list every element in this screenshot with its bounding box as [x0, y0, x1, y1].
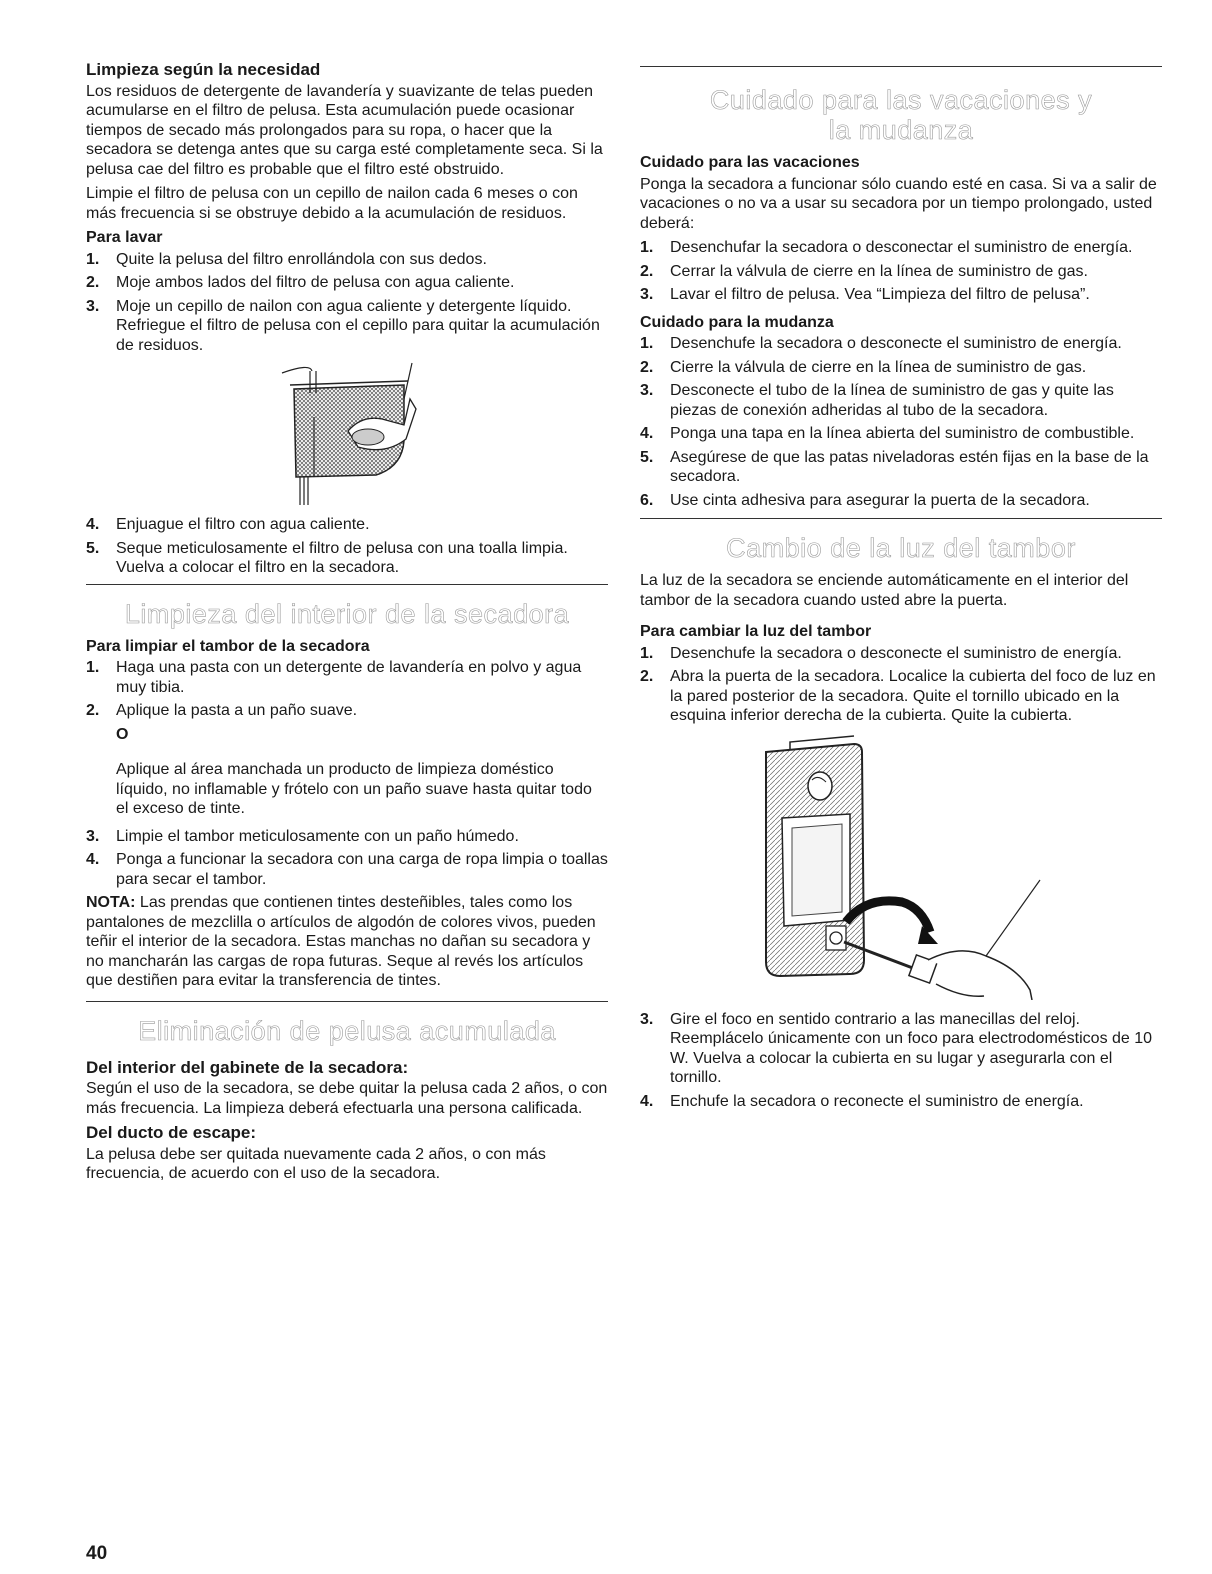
or-label: O — [116, 725, 129, 743]
list-item: 1. Desenchufe la secadora o desconecte el suministro de energía. — [640, 335, 1122, 352]
vacaciones-heading: Cuidado para las vacaciones — [640, 154, 860, 171]
list-item: 6. Use cinta adhesiva para asegurar la puerta de la secadora. — [640, 491, 1090, 509]
gabinete-heading: Del interior del gabinete de la secadora: — [86, 1057, 409, 1077]
cambio-section-title: Cambio de la luz del tambor — [726, 533, 1076, 563]
list-item: 3. Lavar el filtro de pelusa. Vea “Limpieza del filtro de pelusa”. — [640, 286, 1090, 303]
list-item: 4. Enchufe la secadora o reconecte el suministro de energía. — [640, 1092, 1084, 1110]
list-item: 3. Moje un cepillo de nailon con agua caliente y detergente líquido. Refriegue el filtro de pelusa con el cepillo para quitar la acumulación de residuos. — [86, 297, 600, 354]
list-item: 1. Desenchufe la secadora o desconecte el suministro de energía. — [640, 644, 1122, 662]
list-item: 3. Gire el foco en sentido contrario a las manecillas del reloj. Reemplácelo únicamente con un foco para electrodomésticos de 10 W. Vuelva a colocar la cubierta en su lugar y asegurarla con el tornillo. — [640, 1010, 1153, 1086]
limpieza-paragraph-1: Los residuos de detergente de lavandería y suavizante de telas pueden acumularse en el filtro de pelusa. Esta acumulación puede ocasionar tiempos de secado más prolongados para su ropa, o hacer que la secadora se detenga antes que su carga esté completamente seca. Si la pelusa cae del filtro es probable que el filtro esté obstruido. — [86, 82, 603, 178]
tambor-list-continued — [86, 827, 608, 890]
vacaciones-intro: Ponga la secadora a funcionar sólo cuando esté en casa. Si va a salir de vacaciones o no va a usar su secadora por un tiempo prolongado, usted deberá: — [640, 175, 1157, 232]
list-item: 3. Desconecte el tubo de la línea de suministro de gas y quite las piezas de conexión adheridas al tubo de la secadora. — [640, 382, 1114, 419]
limpieza-paragraph-2: Limpie el filtro de pelusa con un cepillo de nailon cada 6 meses o con más frecuencia si se obstruye debido a la acumulación de residuos. — [86, 185, 578, 222]
cambio-intro: La luz de la secadora se enciende automáticamente en el interior del tambor de la secadora cuando usted abre la puerta. — [640, 572, 1129, 609]
cambiar-heading: Para cambiar la luz del tambor — [640, 623, 872, 640]
interior-section-title: Limpieza del interior de la secadora — [124, 598, 570, 629]
list-item: 4. Enjuague el filtro con agua caliente. — [86, 516, 370, 533]
list-item: 4. Ponga a funcionar la secadora con una carga de ropa limpia o toallas para secar el tambor. — [86, 851, 608, 888]
nota-label: NOTA: — [86, 894, 136, 911]
drum-light-cover-illustration — [640, 730, 1162, 1000]
cambiar-list — [640, 644, 1162, 726]
section-divider — [640, 518, 1162, 519]
list-item: 2. Cierre la válvula de cierre en la línea de suministro de gas. — [640, 358, 1087, 376]
right-column — [640, 66, 1162, 1115]
list-item: 5. Asegúrese de que las patas niveladoras estén fijas en la base de la secadora. — [640, 448, 1149, 485]
vacaciones-list — [640, 238, 1162, 305]
list-item: 1. Desenchufar la secadora o desconectar el suministro de energía. — [640, 239, 1133, 256]
section-divider — [86, 1001, 608, 1002]
vacaciones-section-title — [640, 85, 1162, 145]
para-lavar-list-continued — [86, 515, 608, 578]
or-paragraph: Aplique al área manchada un producto de limpieza doméstico líquido, no inflamable y frótelo con un paño suave hasta quitar todo el exceso de tinte. — [116, 761, 592, 817]
list-item: 2. Aplique la pasta a un paño suave. — [86, 702, 358, 719]
page-number: 40 — [86, 1543, 108, 1564]
tambor-list — [86, 658, 608, 721]
list-item: 2. Abra la puerta de la secadora. Localice la cubierta del foco de luz en la pared posterior de la secadora. Quite el tornillo ubicado en la esquina inferior derecha de la cubierta. Quite la cubierta. — [640, 668, 1156, 724]
list-item: 1. Haga una pasta con un detergente de lavandería en polvo y agua muy tibia. — [86, 659, 582, 696]
limpieza-heading: Limpieza según la necesidad — [86, 60, 321, 79]
section-divider — [640, 66, 1162, 67]
lint-filter-illustration — [86, 359, 608, 509]
ducto-paragraph: La pelusa debe ser quitada nuevamente cada 2 años, o con más frecuencia, de acuerdo con el uso de la secadora. — [86, 1145, 546, 1182]
eliminacion-section-title: Eliminación de pelusa acumulada — [138, 1015, 556, 1046]
list-item: 2. Cerrar la válvula de cierre en la línea de suministro de gas. — [640, 262, 1088, 280]
list-item: 5. Seque meticulosamente el filtro de pelusa con una toalla limpia. Vuelva a colocar el filtro en la secadora. — [86, 539, 568, 576]
vacaciones-title-line-1: Cuidado para las vacaciones y — [709, 85, 1093, 115]
left-column — [86, 60, 608, 1189]
mudanza-list — [640, 334, 1162, 510]
nota-paragraph — [86, 893, 608, 991]
nota-text: Las prendas que contienen tintes desteñibles, tales como los pantalones de mezclilla o artículos de algodón de colores vivos, pueden teñir el interior de la secadora. Estas manchas no dañan su secadora y no mancharán las cargas de ropa futuras. Seque al revés los artículos que destiñen para evitar la transferencia de tintes. — [86, 894, 596, 989]
section-divider — [86, 584, 608, 585]
ducto-heading: Del ducto de escape: — [86, 1123, 257, 1142]
cambiar-list-continued — [640, 1010, 1162, 1112]
list-item: 3. Limpie el tambor meticulosamente con un paño húmedo. — [86, 827, 519, 845]
tambor-heading: Para limpiar el tambor de la secadora — [86, 637, 370, 655]
mudanza-heading: Cuidado para la mudanza — [640, 313, 834, 331]
list-item: 4. Ponga una tapa en la línea abierta del suministro de combustible. — [640, 425, 1135, 442]
para-lavar-list — [86, 250, 608, 356]
vacaciones-title-line-2: la mudanza — [828, 115, 974, 145]
gabinete-paragraph: Según el uso de la secadora, se debe quitar la pelusa cada 2 años, o con más frecuencia. La limpieza deberá efectuarla una persona calificada. — [86, 1080, 608, 1117]
para-lavar-heading: Para lavar — [86, 229, 163, 246]
list-item: 2. Moje ambos lados del filtro de pelusa con agua caliente. — [86, 274, 515, 291]
list-item: 1. Quite la pelusa del filtro enrollándola con sus dedos. — [86, 250, 487, 268]
